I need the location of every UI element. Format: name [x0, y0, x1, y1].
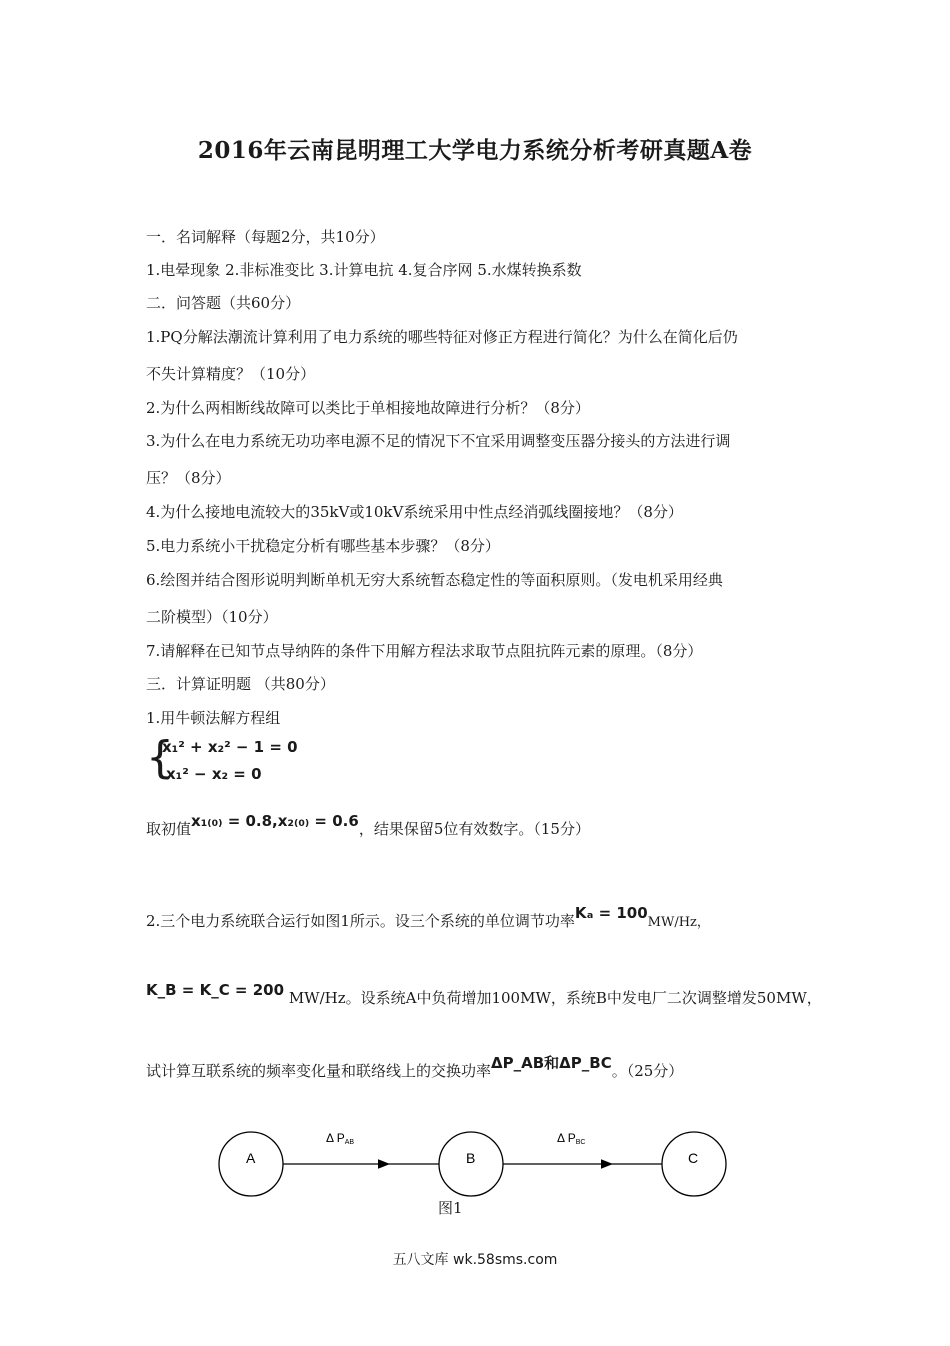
- flow-bc-label: [557, 1131, 585, 1146]
- problem-2-line3: [146, 1054, 684, 1081]
- flow-bc-sub: BC: [575, 1139, 586, 1146]
- question-6-line1: 6.绘图并结合图形说明判断单机无穷大系统暂态稳定性的等面积原则。（发电机采用经典: [146, 571, 723, 589]
- problem-2-text3: 试计算互联系统的频率变化量和联络线上的交换功率: [146, 1062, 492, 1080]
- problem-2-suffix: 。（25分）: [611, 1062, 684, 1080]
- initial-prefix: 取初值: [146, 820, 192, 838]
- problem-2-line1: [146, 904, 710, 931]
- problem-1-intro: 1.用牛顿法解方程组: [146, 709, 281, 727]
- question-2: 2.为什么两相断线故障可以类比于单相接地故障进行分析？（8分）: [146, 399, 590, 417]
- node-b-label: B: [466, 1150, 476, 1166]
- equation-2: x₁² − x₂ = 0: [166, 765, 262, 783]
- question-1-line2: 不失计算精度？（10分）: [146, 365, 316, 383]
- node-a-label: A: [246, 1150, 256, 1166]
- equation-brace: {: [146, 732, 174, 783]
- section1-heading: 一．名词解释（每题2分，共10分）: [146, 228, 385, 246]
- problem-2-line2: [146, 981, 822, 1008]
- ka-math: Kₐ = 100: [574, 904, 648, 922]
- section3-heading: 三．计算证明题 （共80分）: [146, 675, 335, 693]
- figure-1-diagram: [0, 1115, 950, 1215]
- footer-watermark: 五八文库 wk.58sms.com: [392, 1252, 558, 1268]
- question-7: 7.请解释在已知节点导纳阵的条件下用解方程法求取节点阻抗阵元素的原理。（8分）: [146, 642, 703, 660]
- kbc-math: K_B = K_C = 200: [146, 981, 285, 999]
- flow-ab-main: Δ P: [326, 1131, 345, 1145]
- equation-1: x₁² + x₂² − 1 = 0: [162, 738, 298, 756]
- question-6-line2: 二阶模型）（10分）: [146, 608, 278, 626]
- question-3-line1: 3.为什么在电力系统无功功率电源不足的情况下不宜采用调整变压器分接头的方法进行调: [146, 432, 731, 450]
- flow-ab-label: [326, 1131, 354, 1146]
- figure-caption: 图1: [438, 1199, 463, 1217]
- problem-2-text1: 2.三个电力系统联合运行如图1所示。设三个系统的单位调节功率: [146, 912, 575, 930]
- question-3-line2: 压？（8分）: [146, 469, 231, 487]
- ka-unit: MW/Hz，: [647, 915, 710, 930]
- problem-2-text2: MW/Hz。设系统A中负荷增加100MW，系统B中发电厂二次调整增发50MW，: [288, 989, 822, 1007]
- page-title: 2016年云南昆明理工大学电力系统分析考研真题A卷: [197, 137, 753, 164]
- question-5: 5.电力系统小干扰稳定分析有哪些基本步骤？（8分）: [146, 537, 500, 555]
- section1-items: 1.电晕现象 2.非标准变比 3.计算电抗 4.复合序网 5.水煤转换系数: [146, 261, 582, 279]
- question-1-line1: 1.PQ分解法潮流计算利用了电力系统的哪些特征对修正方程进行简化？为什么在简化后仍: [146, 328, 738, 346]
- exchange-power-math: ΔP_AB和ΔP_BC: [491, 1054, 612, 1072]
- node-c-label: C: [688, 1150, 699, 1166]
- flow-ab-sub: AB: [344, 1139, 355, 1146]
- flow-bc-main: Δ P: [557, 1131, 576, 1145]
- question-4: 4.为什么接地电流较大的35kV或10kV系统采用中性点经消弧线圈接地？（8分）: [146, 503, 683, 521]
- problem-1-initial: [146, 812, 590, 839]
- section2-heading: 二．问答题（共60分）: [146, 294, 301, 312]
- initial-values-math: x₁₍₀₎ = 0.8,x₂₍₀₎ = 0.6: [191, 812, 359, 830]
- initial-suffix: ，结果保留5位有效数字。（15分）: [358, 820, 590, 838]
